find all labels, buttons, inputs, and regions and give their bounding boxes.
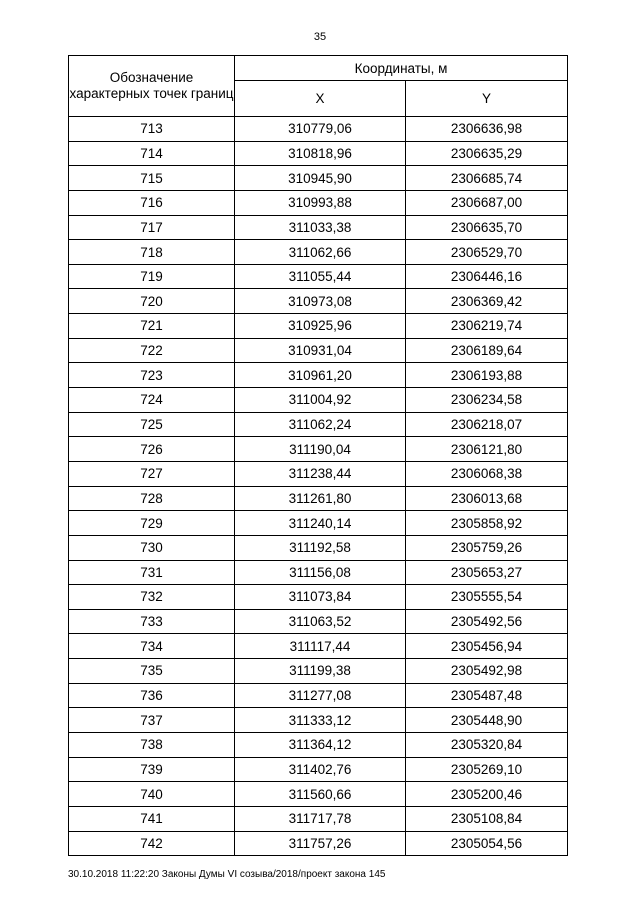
x-coordinate-cell: 311402,76 bbox=[235, 757, 406, 782]
y-coordinate-cell: 2305492,56 bbox=[406, 609, 568, 634]
x-header: X bbox=[235, 81, 406, 117]
table-row bbox=[69, 757, 568, 782]
y-coordinate-cell: 2305759,26 bbox=[406, 535, 568, 560]
x-coordinate-cell: 311333,12 bbox=[235, 708, 406, 733]
x-coordinate-cell: 311261,80 bbox=[235, 486, 406, 511]
point-number-cell: 733 bbox=[69, 609, 235, 634]
table-row bbox=[69, 560, 568, 585]
x-coordinate-cell: 311364,12 bbox=[235, 733, 406, 758]
x-coordinate-cell: 310993,88 bbox=[235, 190, 406, 215]
point-number-cell: 738 bbox=[69, 733, 235, 758]
table-row bbox=[69, 240, 568, 265]
table-row bbox=[69, 141, 568, 166]
x-coordinate-cell: 310945,90 bbox=[235, 166, 406, 191]
table-row bbox=[69, 338, 568, 363]
y-coordinate-cell: 2306636,98 bbox=[406, 117, 568, 142]
page-number: 35 bbox=[313, 31, 327, 43]
point-number-cell: 731 bbox=[69, 560, 235, 585]
point-number-cell: 726 bbox=[69, 437, 235, 462]
x-coordinate-cell: 310961,20 bbox=[235, 363, 406, 388]
y-coordinate-cell: 2305653,27 bbox=[406, 560, 568, 585]
point-number-cell: 739 bbox=[69, 757, 235, 782]
point-number-cell: 717 bbox=[69, 215, 235, 240]
y-coordinate-cell: 2306687,00 bbox=[406, 190, 568, 215]
table-row bbox=[69, 535, 568, 560]
point-number-cell: 729 bbox=[69, 511, 235, 536]
point-number-cell: 735 bbox=[69, 659, 235, 684]
y-coordinate-cell: 2306446,16 bbox=[406, 264, 568, 289]
x-coordinate-cell: 311156,08 bbox=[235, 560, 406, 585]
y-coordinate-cell: 2306121,80 bbox=[406, 437, 568, 462]
point-number-cell: 720 bbox=[69, 289, 235, 314]
table-row bbox=[69, 486, 568, 511]
y-coordinate-cell: 2306219,74 bbox=[406, 314, 568, 339]
table-row bbox=[69, 314, 568, 339]
x-coordinate-cell: 311190,04 bbox=[235, 437, 406, 462]
x-coordinate-cell: 311192,58 bbox=[235, 535, 406, 560]
table-row bbox=[69, 585, 568, 610]
x-coordinate-cell: 311757,26 bbox=[235, 831, 406, 856]
y-coordinate-cell: 2305320,84 bbox=[406, 733, 568, 758]
coordinates-header: Координаты, м bbox=[235, 56, 568, 81]
y-coordinate-cell: 2305555,54 bbox=[406, 585, 568, 610]
y-coordinate-cell: 2305487,48 bbox=[406, 683, 568, 708]
y-coordinate-cell: 2305456,94 bbox=[406, 634, 568, 659]
y-coordinate-cell: 2306635,29 bbox=[406, 141, 568, 166]
point-number-cell: 741 bbox=[69, 806, 235, 831]
y-coordinate-cell: 2305108,84 bbox=[406, 806, 568, 831]
y-coordinate-cell: 2306529,70 bbox=[406, 240, 568, 265]
table-row bbox=[69, 388, 568, 413]
y-header: Y bbox=[406, 81, 568, 117]
table-row bbox=[69, 782, 568, 807]
y-coordinate-cell: 2306193,88 bbox=[406, 363, 568, 388]
coordinates-table bbox=[68, 55, 568, 856]
y-coordinate-cell: 2306013,68 bbox=[406, 486, 568, 511]
y-coordinate-cell: 2306189,64 bbox=[406, 338, 568, 363]
table-row bbox=[69, 511, 568, 536]
point-number-cell: 715 bbox=[69, 166, 235, 191]
point-number-cell: 718 bbox=[69, 240, 235, 265]
point-number-cell: 736 bbox=[69, 683, 235, 708]
x-coordinate-cell: 311560,66 bbox=[235, 782, 406, 807]
point-number-cell: 742 bbox=[69, 831, 235, 856]
x-coordinate-cell: 310931,04 bbox=[235, 338, 406, 363]
point-number-cell: 737 bbox=[69, 708, 235, 733]
x-coordinate-cell: 311062,66 bbox=[235, 240, 406, 265]
y-coordinate-cell: 2306369,42 bbox=[406, 289, 568, 314]
y-coordinate-cell: 2305200,46 bbox=[406, 782, 568, 807]
x-coordinate-cell: 311238,44 bbox=[235, 461, 406, 486]
y-coordinate-cell: 2306685,74 bbox=[406, 166, 568, 191]
x-coordinate-cell: 311062,24 bbox=[235, 412, 406, 437]
x-coordinate-cell: 311055,44 bbox=[235, 264, 406, 289]
y-coordinate-cell: 2305858,92 bbox=[406, 511, 568, 536]
designation-header: Обозначение характерных точек границ bbox=[69, 56, 235, 117]
x-coordinate-cell: 310925,96 bbox=[235, 314, 406, 339]
table-row bbox=[69, 634, 568, 659]
x-coordinate-cell: 311063,52 bbox=[235, 609, 406, 634]
table-row bbox=[69, 412, 568, 437]
point-number-cell: 721 bbox=[69, 314, 235, 339]
point-number-cell: 714 bbox=[69, 141, 235, 166]
x-coordinate-cell: 311240,14 bbox=[235, 511, 406, 536]
table-row bbox=[69, 708, 568, 733]
x-coordinate-cell: 311117,44 bbox=[235, 634, 406, 659]
table-row bbox=[69, 461, 568, 486]
y-coordinate-cell: 2306068,38 bbox=[406, 461, 568, 486]
point-number-cell: 719 bbox=[69, 264, 235, 289]
point-number-cell: 724 bbox=[69, 388, 235, 413]
y-coordinate-cell: 2306218,07 bbox=[406, 412, 568, 437]
x-coordinate-cell: 310779,06 bbox=[235, 117, 406, 142]
y-coordinate-cell: 2305269,10 bbox=[406, 757, 568, 782]
table-row bbox=[69, 215, 568, 240]
point-number-cell: 728 bbox=[69, 486, 235, 511]
x-coordinate-cell: 311073,84 bbox=[235, 585, 406, 610]
y-coordinate-cell: 2305054,56 bbox=[406, 831, 568, 856]
table-row bbox=[69, 683, 568, 708]
table-row bbox=[69, 363, 568, 388]
x-coordinate-cell: 311033,38 bbox=[235, 215, 406, 240]
table-row bbox=[69, 166, 568, 191]
y-coordinate-cell: 2305492,98 bbox=[406, 659, 568, 684]
point-number-cell: 734 bbox=[69, 634, 235, 659]
point-number-cell: 727 bbox=[69, 461, 235, 486]
x-coordinate-cell: 311199,38 bbox=[235, 659, 406, 684]
table-row bbox=[69, 289, 568, 314]
table-row bbox=[69, 831, 568, 856]
table-body bbox=[69, 117, 568, 856]
y-coordinate-cell: 2306234,58 bbox=[406, 388, 568, 413]
point-number-cell: 713 bbox=[69, 117, 235, 142]
table-row bbox=[69, 264, 568, 289]
table-row bbox=[69, 806, 568, 831]
point-number-cell: 716 bbox=[69, 190, 235, 215]
table-row bbox=[69, 733, 568, 758]
table-row bbox=[69, 190, 568, 215]
y-coordinate-cell: 2306635,70 bbox=[406, 215, 568, 240]
x-coordinate-cell: 311004,92 bbox=[235, 388, 406, 413]
point-number-cell: 730 bbox=[69, 535, 235, 560]
table-row bbox=[69, 117, 568, 142]
point-number-cell: 722 bbox=[69, 338, 235, 363]
x-coordinate-cell: 311277,08 bbox=[235, 683, 406, 708]
y-coordinate-cell: 2305448,90 bbox=[406, 708, 568, 733]
table-header-row bbox=[69, 56, 568, 81]
x-coordinate-cell: 311717,78 bbox=[235, 806, 406, 831]
footer-document-path: 30.10.2018 11:22:20 Законы Думы VI созыва/2018/проект закона 145 bbox=[68, 869, 386, 880]
table-row bbox=[69, 659, 568, 684]
point-number-cell: 725 bbox=[69, 412, 235, 437]
x-coordinate-cell: 310818,96 bbox=[235, 141, 406, 166]
point-number-cell: 740 bbox=[69, 782, 235, 807]
table-row bbox=[69, 609, 568, 634]
point-number-cell: 732 bbox=[69, 585, 235, 610]
x-coordinate-cell: 310973,08 bbox=[235, 289, 406, 314]
point-number-cell: 723 bbox=[69, 363, 235, 388]
table-row bbox=[69, 437, 568, 462]
